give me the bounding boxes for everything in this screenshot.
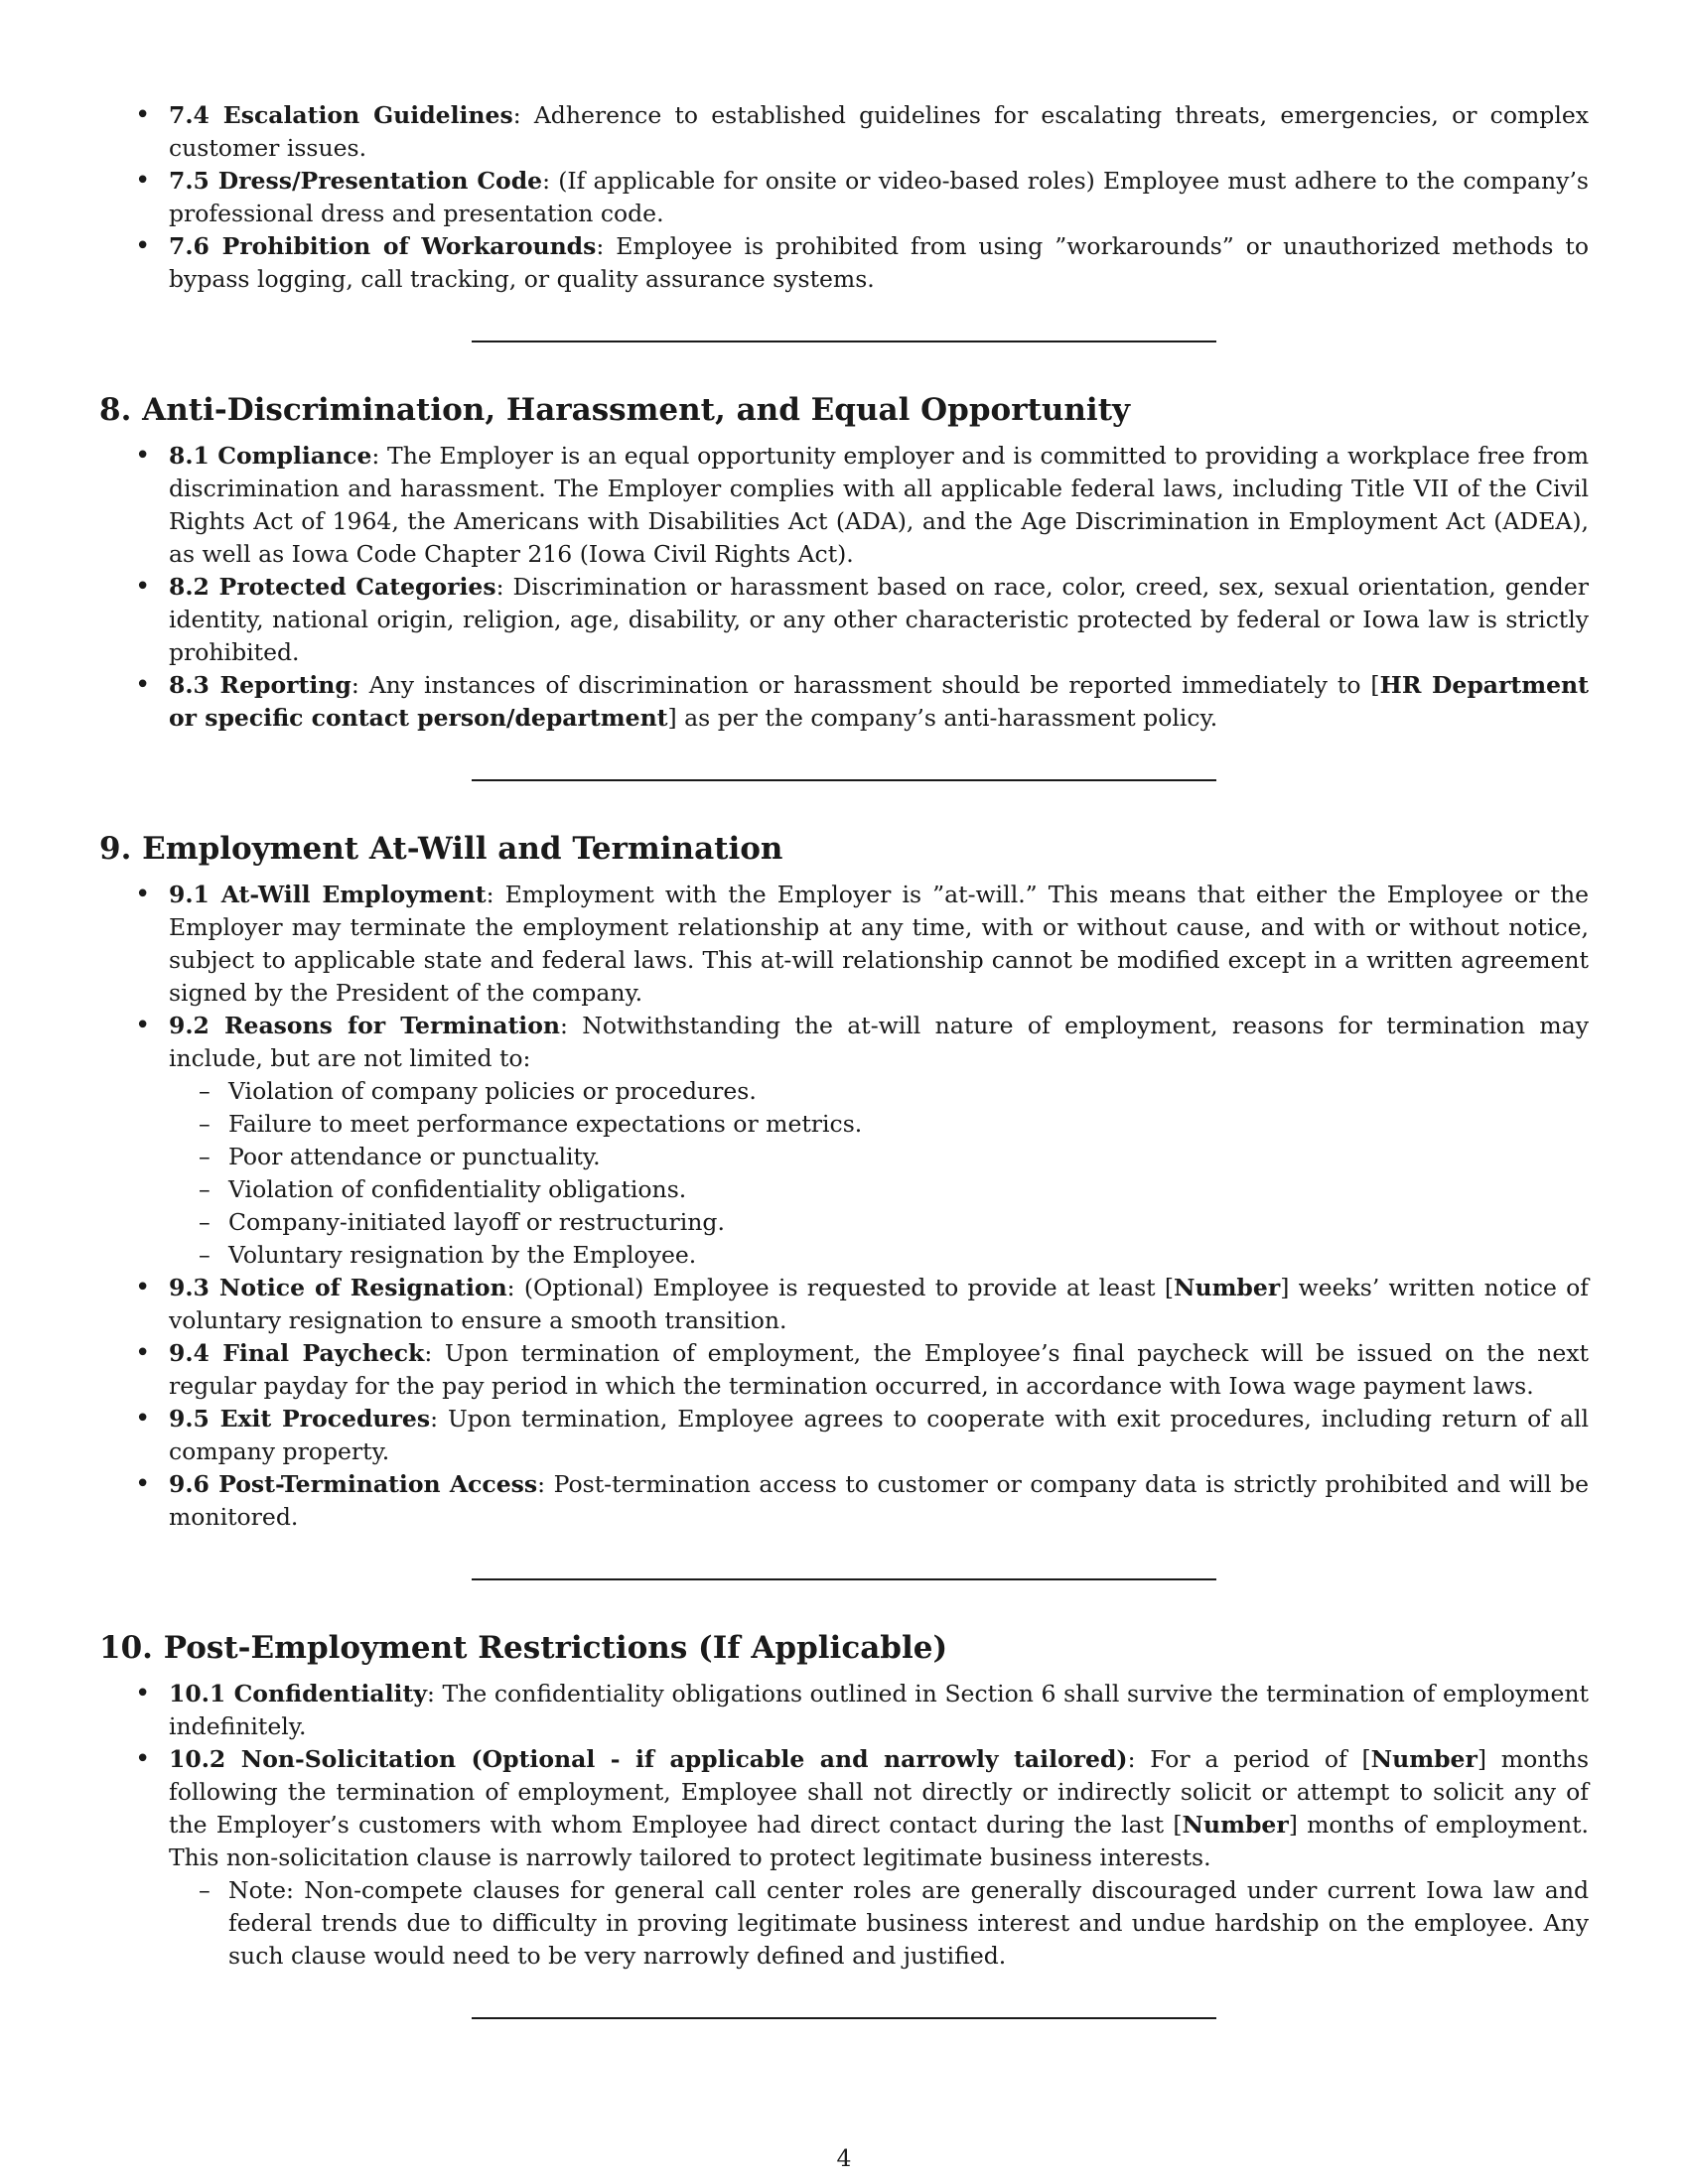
section-9-list	[99, 879, 1589, 1534]
item-text: ] months following the termination of employment, Employee shall not directly or indirectly solicit or attempt to solicit any of the Employer’s customers with whom Employee had direct contact during the last [	[169, 1745, 1590, 1839]
item-label: 7.5 Dress/Presentation Code	[169, 167, 543, 195]
section-heading: 9. Employment At-Will and Termination	[99, 831, 783, 867]
item-label: 10.2 Non-Solicitation (Optional - if applicable and narrowly tailored)	[169, 1745, 1128, 1773]
item-label: 8.1 Compliance	[169, 442, 372, 470]
placeholder-text: Number	[1182, 1811, 1289, 1839]
list-item	[99, 1468, 1589, 1534]
item-text: : Discrimination or harassment based on race, color, creed, sex, sexual orientation, gender identity, national origin, religion, age, disability, or any other characteristic protected by federal or Iowa law is strictly prohibited.	[169, 573, 1589, 666]
section-heading: 8. Anti-Discrimination, Harassment, and Equal Opportunity	[99, 392, 1131, 428]
item-text: : The Employer is an equal opportunity employer and is committed to providing a workplace free from discrimination and harassment. The Employer complies with all applicable federal laws, including Title VII of the Civil Rights Act of 1964, the Americans with Disabilities Act (ADA), and the Age Discrimination in Employment Act (ADEA), as well as Iowa Code Chapter 216 (Iowa Civil Rights Act).	[169, 442, 1590, 568]
sub-list-item: – Voluntary resignation by the Employee.	[169, 1239, 1589, 1272]
item-text: : Post-termination access to customer or company data is strictly prohibited and will be monitored.	[169, 1470, 1589, 1531]
item-text: : Upon termination, Employee agrees to cooperate with exit procedures, including return of all company property.	[169, 1405, 1589, 1465]
section-10-list	[99, 1678, 1589, 1973]
list-item	[99, 99, 1589, 165]
item-text: ] weeks’ written notice of voluntary resignation to ensure a smooth transition.	[169, 1274, 1589, 1334]
item-label: 7.6 Prohibition of Workarounds	[169, 232, 597, 260]
item-text: : Employee is prohibited from using ”workarounds” or unauthorized methods to bypass logging, call tracking, or quality assurance systems.	[169, 232, 1589, 293]
item-label: 9.6 Post-Termination Access	[169, 1470, 538, 1498]
sub-list-item: – Company-initiated layoff or restructuring.	[169, 1206, 1589, 1239]
section-8-list	[99, 440, 1589, 735]
item-label: 8.2 Protected Categories	[169, 573, 496, 601]
section-heading: 10. Post-Employment Restrictions (If Applicable)	[99, 1630, 948, 1666]
item-text: : The confidentiality obligations outlined in Section 6 shall survive the termination of employment indefinitely.	[169, 1680, 1589, 1740]
item-text: : For a period of [	[1127, 1745, 1371, 1773]
item-label: 9.2 Reasons for Termination	[169, 1012, 560, 1039]
item-label: 9.3 Notice of Resignation	[169, 1274, 507, 1301]
list-item	[99, 1403, 1589, 1468]
list-item	[99, 1010, 1589, 1272]
item-label: 10.1 Confidentiality	[169, 1680, 427, 1707]
list-item	[99, 1272, 1589, 1337]
item-text: : Employment with the Employer is ”at-will.” This means that either the Employee or the Employer may terminate the employment relationship at any time, with or without cause, and with or without notice, subject to applicable state and federal laws. This at-will relationship cannot be modified except in a written agreement signed by the President of the company.	[169, 881, 1589, 1007]
list-item	[99, 165, 1589, 230]
item-text: ] months of employment. This non-solicitation clause is narrowly tailored to protect legitimate business interests.	[169, 1811, 1589, 1871]
list-item	[99, 879, 1589, 1010]
item-text: ] as per the company’s anti-harassment policy.	[667, 704, 1218, 732]
item-text: : Any instances of discrimination or harassment should be reported immediately to [	[351, 671, 1380, 699]
item-text: : (Optional) Employee is requested to provide at least [	[506, 1274, 1174, 1301]
sub-list-item: – Poor attendance or punctuality.	[169, 1141, 1589, 1173]
item-label: 9.4 Final Paycheck	[169, 1339, 425, 1367]
section-7-list	[99, 99, 1589, 296]
list-item	[99, 230, 1589, 296]
note-list	[169, 1874, 1589, 1973]
item-label: 9.1 At-Will Employment	[169, 881, 487, 908]
section-divider	[472, 2017, 1216, 2019]
placeholder-text: Number	[1370, 1745, 1477, 1773]
page-number: 4	[836, 2144, 852, 2172]
list-item	[99, 571, 1589, 669]
sub-list-item: – Violation of company policies or procedures.	[169, 1075, 1589, 1108]
section-divider	[472, 1578, 1216, 1580]
item-text: : (If applicable for onsite or video-based roles) Employee must adhere to the company’s professional dress and presentation code.	[169, 167, 1589, 227]
termination-reasons-list	[169, 1075, 1589, 1272]
section-divider	[472, 341, 1216, 342]
list-item	[99, 1743, 1589, 1973]
item-text: : Adherence to established guidelines for escalating threats, emergencies, or complex customer issues.	[169, 101, 1589, 162]
item-label: 9.5 Exit Procedures	[169, 1405, 431, 1433]
item-text: : Notwithstanding the at-will nature of employment, reasons for termination may include, but are not limited to:	[169, 1012, 1590, 1072]
list-item	[99, 669, 1589, 735]
placeholder-text: HR Department or specific contact person/department	[169, 671, 1589, 732]
section-divider	[472, 779, 1216, 781]
placeholder-text: Number	[1174, 1274, 1281, 1301]
item-text: : Upon termination of employment, the Employee’s final paycheck will be issued on the next regular payday for the pay period in which the termination occurred, in accordance with Iowa wage payment laws.	[169, 1339, 1589, 1400]
list-item	[99, 1678, 1589, 1743]
list-item	[99, 1337, 1589, 1403]
page-content	[99, 99, 1589, 2067]
note-item: – Note: Non-compete clauses for general call center roles are generally discouraged under current Iowa law and federal trends due to difficulty in proving legitimate business interest and undue hardship on the employee. Any such clause would need to be very narrowly defined and justified.	[169, 1874, 1589, 1973]
sub-list-item: – Failure to meet performance expectations or metrics.	[169, 1108, 1589, 1141]
list-item	[99, 440, 1589, 571]
sub-list-item: – Violation of confidentiality obligations.	[169, 1173, 1589, 1206]
item-label: 7.4 Escalation Guidelines	[169, 101, 513, 129]
item-label: 8.3 Reporting	[169, 671, 352, 699]
